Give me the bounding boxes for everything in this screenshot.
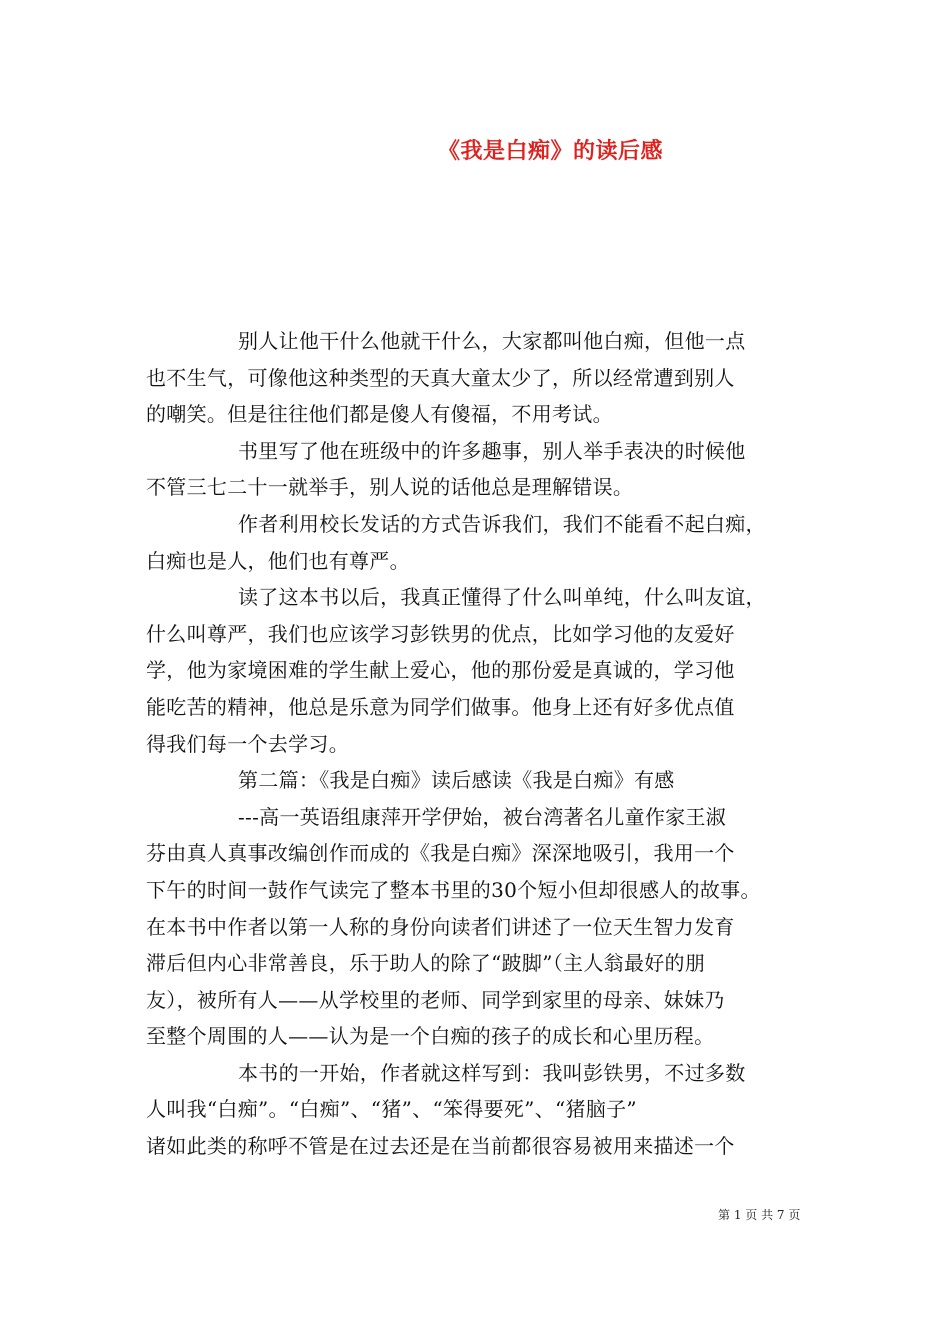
text-line: 滞后但内心非常善良，乐于助人的除了“跛脚”（主人翁最好的朋	[146, 951, 706, 976]
text-line: 读了这本书以后，我真正懂得了什么叫单纯，什么叫友谊，	[238, 585, 766, 610]
section-heading: 第二篇：《我是白痴》读后感读《我是白痴》有感	[238, 768, 675, 793]
text-line: ---高一英语组康萍开学伊始，被台湾著名儿童作家王淑	[238, 804, 727, 829]
text-line: 诸如此类的称呼不管是在过去还是在当前都很容易被用来描述一个	[146, 1134, 735, 1159]
text-line: 作者利用校长发话的方式告诉我们，我们不能看不起白痴，	[238, 511, 766, 536]
text-line: 友），被所有人——从学校里的老师、同学到家里的母亲、妹妹乃	[146, 987, 725, 1012]
text-line: 白痴也是人，他们也有尊严。	[146, 548, 410, 573]
text-line: 本书的一开始，作者就这样写到：我叫彭铁男，不过多数	[238, 1060, 746, 1085]
text-line: 学，他为家境困难的学生献上爱心，他的那份爱是真诚的，学习他	[146, 658, 735, 683]
text-line: 在本书中作者以第一人称的身份向读者们讲述了一位天生智力发育	[146, 914, 735, 939]
text-line: 什么叫尊严，我们也应该学习彭铁男的优点，比如学习他的友爱好	[146, 621, 735, 646]
text-line: 人叫我“白痴”。“白痴”、“猪”、“笨得要死”、“猪脑子”	[146, 1097, 637, 1122]
text-line: 书里写了他在班级中的许多趣事，别人举手表决的时候他	[238, 438, 746, 463]
text-line: 也不生气，可像他这种类型的天真大童太少了，所以经常遭到别人	[146, 365, 735, 390]
text-line: 下午的时间一鼓作气读完了整本书里的30个短小但却很感人的故事。	[146, 877, 761, 902]
text-line: 能吃苦的精神，他总是乐意为同学们做事。他身上还有好多优点值	[146, 694, 735, 719]
text-line: 的嘲笑。但是往往他们都是傻人有傻福，不用考试。	[146, 402, 613, 427]
text-line: 得我们每一个去学习。	[146, 731, 349, 756]
text-line: 别人让他干什么他就干什么，大家都叫他白痴，但他一点	[238, 329, 746, 353]
document-title: 《我是白痴》的读后感	[438, 138, 664, 164]
document-body	[146, 323, 806, 1165]
text-line: 芬由真人真事改编创作而成的《我是白痴》深深地吸引，我用一个	[146, 841, 735, 866]
text-line: 至整个周围的人——认为是一个白痴的孩子的成长和心里历程。	[146, 1024, 715, 1049]
page-number: 第 1 页 共 7 页	[718, 1208, 801, 1222]
text-line: 不管三七二十一就举手，别人说的话他总是理解错误。	[146, 475, 634, 500]
